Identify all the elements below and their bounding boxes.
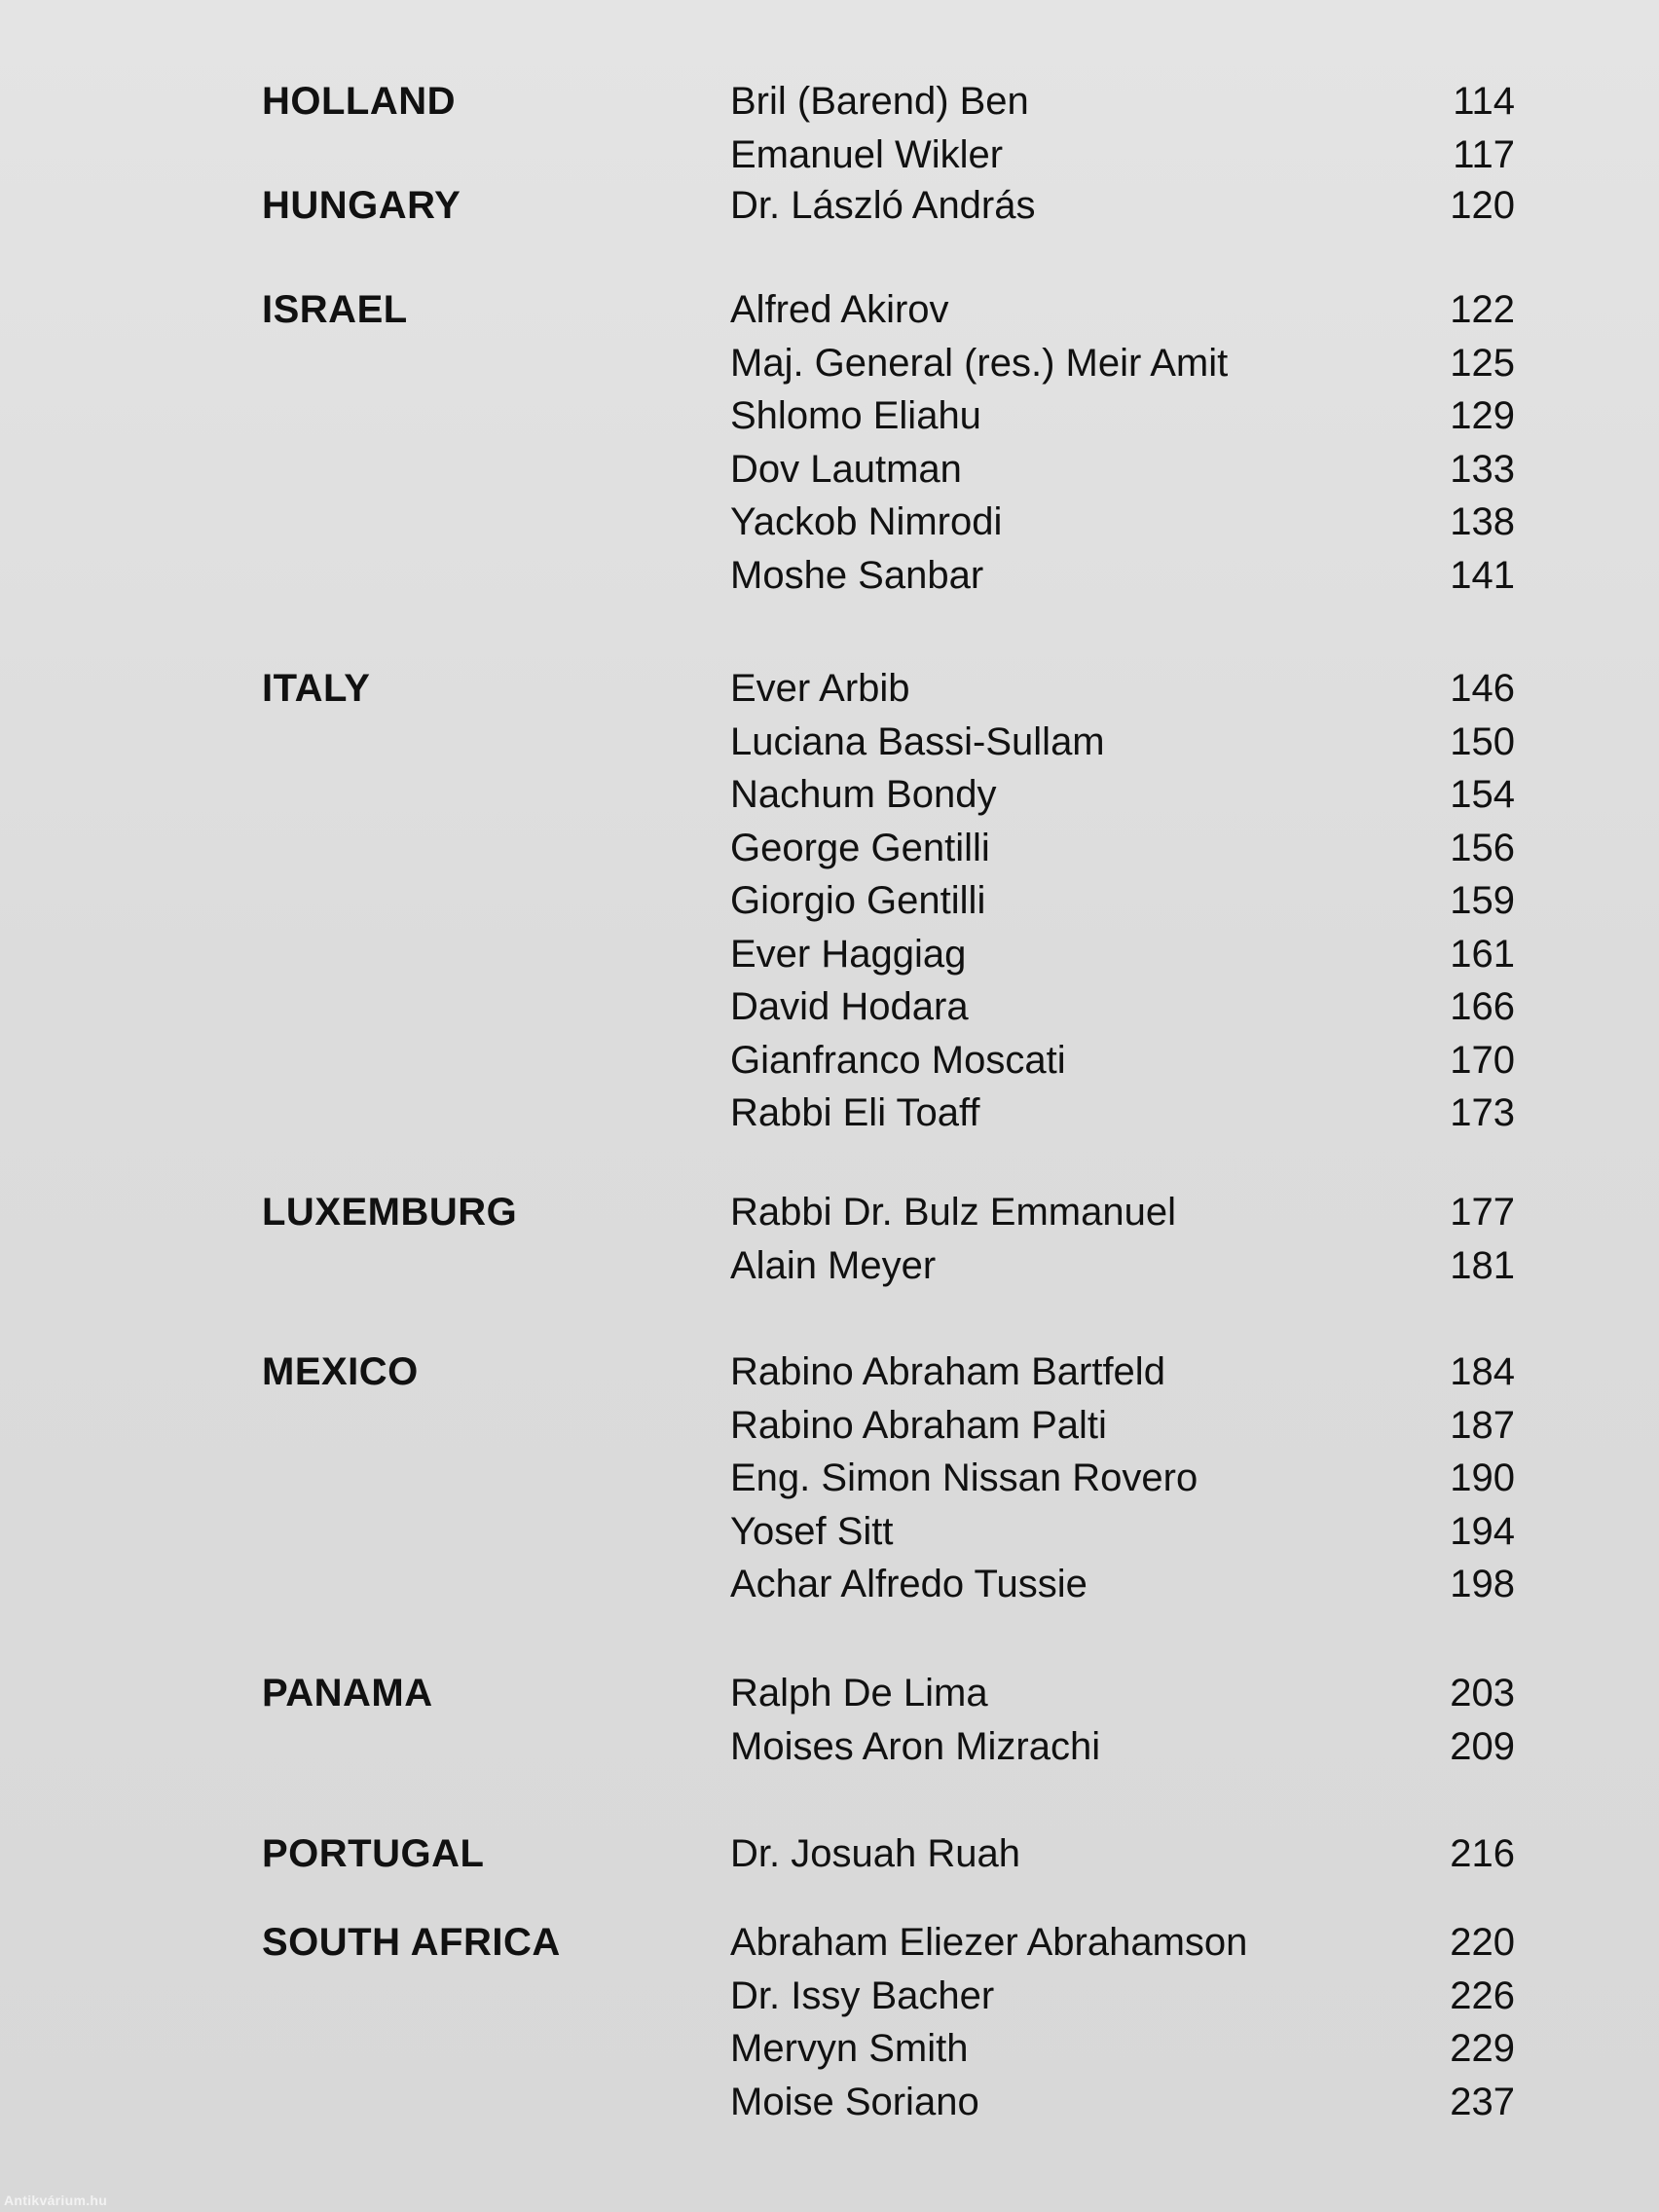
- index-entry: [0, 179, 1659, 232]
- entry-name: Ralph De Lima: [730, 1672, 988, 1714]
- entry-name: Giorgio Gentilli: [730, 879, 986, 922]
- entry-page-number: 122: [1450, 288, 1515, 331]
- index-entry: [0, 283, 1659, 336]
- index-entry: [0, 1558, 1659, 1610]
- index-entry: [0, 443, 1659, 496]
- index-entry: [0, 337, 1659, 389]
- entry-page-number: 166: [1450, 985, 1515, 1028]
- index-entry: [0, 129, 1659, 181]
- entry-page-number: 177: [1450, 1191, 1515, 1234]
- entry-page-number: 138: [1450, 500, 1515, 543]
- entry-name: Moises Aron Mizrachi: [730, 1725, 1101, 1768]
- index-entry: [0, 1827, 1659, 1880]
- country-heading: PANAMA: [262, 1672, 433, 1714]
- entry-page-number: 216: [1450, 1832, 1515, 1875]
- entry-name: Abraham Eliezer Abrahamson: [730, 1921, 1248, 1964]
- entry-page-number: 203: [1450, 1672, 1515, 1714]
- entry-name: Dr. László András: [730, 184, 1036, 227]
- entry-name: Rabbi Dr. Bulz Emmanuel: [730, 1191, 1176, 1234]
- index-entry: [0, 389, 1659, 442]
- country-heading: HUNGARY: [262, 184, 461, 227]
- entry-page-number: 220: [1450, 1921, 1515, 1964]
- entry-page-number: 161: [1450, 933, 1515, 976]
- country-heading: ITALY: [262, 667, 371, 710]
- entry-page-number: 129: [1450, 394, 1515, 437]
- index-entry: [0, 1970, 1659, 2022]
- entry-name: Achar Alfredo Tussie: [730, 1563, 1088, 1605]
- entry-page-number: 181: [1450, 1244, 1515, 1287]
- entry-page-number: 141: [1450, 554, 1515, 597]
- entry-page-number: 154: [1450, 773, 1515, 816]
- country-heading: MEXICO: [262, 1350, 419, 1393]
- index-entry: [0, 1087, 1659, 1139]
- entry-name: Dr. Issy Bacher: [730, 1974, 995, 2017]
- index-entry: [0, 1720, 1659, 1773]
- entry-name: Moshe Sanbar: [730, 554, 984, 597]
- index-entry: [0, 496, 1659, 548]
- country-heading: HOLLAND: [262, 80, 457, 123]
- entry-page-number: 229: [1450, 2027, 1515, 2070]
- country-heading: SOUTH AFRICA: [262, 1921, 561, 1964]
- entry-page-number: 133: [1450, 448, 1515, 491]
- index-entry: [0, 768, 1659, 821]
- entry-name: Ever Arbib: [730, 667, 910, 710]
- index-entry: [0, 1034, 1659, 1087]
- entry-page-number: 226: [1450, 1974, 1515, 2017]
- entry-name: Bril (Barend) Ben: [730, 80, 1029, 123]
- index-entry: [0, 662, 1659, 715]
- index-entry: [0, 75, 1659, 128]
- entry-page-number: 146: [1450, 667, 1515, 710]
- entry-page-number: 198: [1450, 1563, 1515, 1605]
- entry-name: Maj. General (res.) Meir Amit: [730, 342, 1229, 385]
- entry-name: Moise Soriano: [730, 2081, 979, 2123]
- entry-page-number: 159: [1450, 879, 1515, 922]
- entry-name: Ever Haggiag: [730, 933, 967, 976]
- entry-name: Nachum Bondy: [730, 773, 997, 816]
- entry-name: Yackob Nimrodi: [730, 500, 1003, 543]
- entry-page-number: 114: [1453, 80, 1515, 123]
- entry-name: Rabino Abraham Palti: [730, 1404, 1107, 1447]
- entry-name: Yosef Sitt: [730, 1510, 894, 1553]
- index-entry: [0, 1916, 1659, 1969]
- entry-page-number: 190: [1450, 1456, 1515, 1499]
- entry-page-number: 125: [1450, 342, 1515, 385]
- index-entry: [0, 2076, 1659, 2128]
- country-heading: PORTUGAL: [262, 1832, 485, 1875]
- entry-name: Alain Meyer: [730, 1244, 937, 1287]
- entry-page-number: 187: [1450, 1404, 1515, 1447]
- entry-page-number: 184: [1450, 1350, 1515, 1393]
- entry-name: Rabbi Eli Toaff: [730, 1091, 980, 1134]
- entry-page-number: 237: [1450, 2081, 1515, 2123]
- entry-name: Dov Lautman: [730, 448, 962, 491]
- entry-name: Eng. Simon Nissan Rovero: [730, 1456, 1198, 1499]
- index-entry: [0, 980, 1659, 1033]
- entry-name: Alfred Akirov: [730, 288, 949, 331]
- index-entry: [0, 822, 1659, 874]
- entry-page-number: 156: [1450, 827, 1515, 869]
- entry-name: Mervyn Smith: [730, 2027, 969, 2070]
- entry-page-number: 173: [1450, 1091, 1515, 1134]
- entry-page-number: 170: [1450, 1039, 1515, 1082]
- index-entry: [0, 716, 1659, 768]
- entry-name: Emanuel Wikler: [730, 133, 1004, 176]
- index-entry: [0, 549, 1659, 602]
- index-entry: [0, 1667, 1659, 1719]
- index-entry: [0, 1505, 1659, 1558]
- watermark: Antikvárium.hu: [4, 2193, 108, 2208]
- entry-name: Dr. Josuah Ruah: [730, 1832, 1020, 1875]
- index-entry: [0, 1186, 1659, 1238]
- country-heading: ISRAEL: [262, 288, 408, 331]
- index-entry: [0, 1452, 1659, 1504]
- index-entry: [0, 1346, 1659, 1398]
- entry-name: Rabino Abraham Bartfeld: [730, 1350, 1165, 1393]
- entry-name: Luciana Bassi-Sullam: [730, 720, 1105, 763]
- country-heading: LUXEMBURG: [262, 1191, 518, 1234]
- index-entry: [0, 2022, 1659, 2075]
- entry-name: Shlomo Eliahu: [730, 394, 981, 437]
- entry-page-number: 120: [1450, 184, 1515, 227]
- index-entry: [0, 874, 1659, 927]
- entry-name: David Hodara: [730, 985, 969, 1028]
- entry-name: Gianfranco Moscati: [730, 1039, 1066, 1082]
- index-entry: [0, 1239, 1659, 1292]
- entry-page-number: 194: [1450, 1510, 1515, 1553]
- entry-name: George Gentilli: [730, 827, 990, 869]
- index-entry: [0, 1399, 1659, 1452]
- entry-page-number: 117: [1453, 133, 1515, 176]
- index-entry: [0, 928, 1659, 980]
- entry-page-number: 150: [1450, 720, 1515, 763]
- entry-page-number: 209: [1450, 1725, 1515, 1768]
